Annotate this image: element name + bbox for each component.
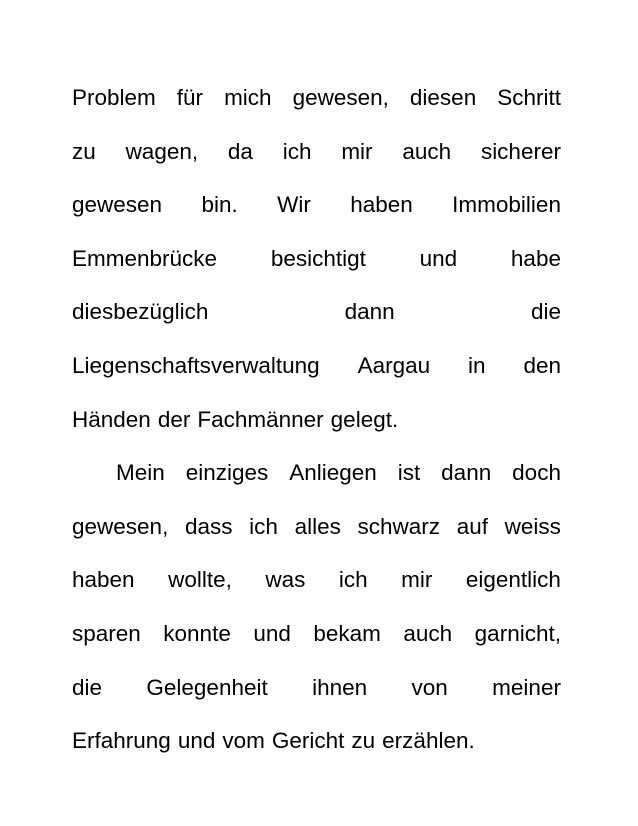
text-line xyxy=(72,721,561,775)
word: garnicht, xyxy=(474,620,561,646)
word: bekam xyxy=(313,620,381,646)
text-line xyxy=(72,400,561,454)
text-line xyxy=(72,78,561,132)
word: haben xyxy=(350,192,413,218)
word: zu xyxy=(72,138,96,164)
word: wagen, xyxy=(125,138,199,164)
word: Immobilien xyxy=(452,192,561,218)
word: schwarz xyxy=(357,513,441,539)
word: mir xyxy=(341,138,373,164)
word: für xyxy=(176,85,204,110)
word: Aargau xyxy=(357,352,431,378)
word: einziges xyxy=(185,460,269,486)
text-line xyxy=(72,346,561,400)
word: auf xyxy=(456,513,488,539)
word: Gelegenheit xyxy=(146,674,268,700)
word: bin. xyxy=(201,192,238,218)
word: und xyxy=(253,620,291,646)
word: eigentlich xyxy=(465,567,561,593)
word: was xyxy=(265,567,306,593)
word: von xyxy=(411,674,448,700)
word: vom xyxy=(222,728,265,754)
word: sparen xyxy=(72,620,141,646)
word: alles xyxy=(294,513,341,539)
word: ich xyxy=(249,513,278,539)
word: diesbezüglich xyxy=(72,299,209,325)
word: auch xyxy=(402,138,452,164)
word: sicherer xyxy=(480,138,561,164)
word: Gericht xyxy=(271,728,345,754)
word: meiner xyxy=(492,674,561,700)
word: Händen xyxy=(72,406,151,432)
text-line xyxy=(72,132,561,186)
word: der xyxy=(157,406,191,432)
word: Mein xyxy=(116,460,165,486)
word: da xyxy=(227,138,253,164)
word: die xyxy=(530,299,561,325)
word: Wir xyxy=(277,192,311,218)
word: und xyxy=(419,245,458,271)
word: in xyxy=(468,352,486,378)
word: konnte xyxy=(163,620,231,646)
word: mich xyxy=(224,85,272,110)
word: dass xyxy=(184,513,233,539)
paragraph xyxy=(72,78,561,453)
word: Schritt xyxy=(497,85,561,110)
word: ich xyxy=(338,567,368,593)
word: Liegenschaftsverwaltung xyxy=(72,352,320,378)
text-line xyxy=(72,614,561,668)
word: dann xyxy=(344,299,395,325)
word: die xyxy=(72,674,103,700)
text-line xyxy=(72,507,561,561)
word: gewesen xyxy=(72,192,163,218)
word: und xyxy=(177,728,216,754)
word: haben xyxy=(72,567,135,593)
word: habe xyxy=(510,245,561,271)
text-line xyxy=(72,560,561,614)
text-line xyxy=(72,239,561,293)
text-line xyxy=(72,668,561,722)
word: den xyxy=(523,352,561,378)
word: dann xyxy=(441,460,492,486)
word: gewesen, xyxy=(72,513,169,539)
word: mir xyxy=(401,567,433,593)
word: wollte, xyxy=(168,567,232,593)
word: besichtigt xyxy=(270,245,366,271)
body-text xyxy=(72,78,561,775)
word: ich xyxy=(282,138,312,164)
word: Problem xyxy=(72,85,156,110)
word: ist xyxy=(397,460,421,486)
word: ihnen xyxy=(312,674,368,700)
word: gewesen, xyxy=(292,85,389,110)
text-line xyxy=(72,185,561,239)
word: diesen xyxy=(409,85,477,110)
word: Erfahrung xyxy=(72,728,171,754)
text-line xyxy=(72,453,561,507)
word: doch xyxy=(512,460,561,486)
word: zu xyxy=(351,728,376,754)
word: Anliegen xyxy=(289,460,377,486)
word: Fachmänner xyxy=(197,406,324,432)
text-line xyxy=(72,292,561,346)
paragraph xyxy=(72,453,561,775)
word: Emmenbrücke xyxy=(72,245,218,271)
word: gelegt. xyxy=(330,406,399,432)
word: weiss xyxy=(504,513,561,539)
word: erzählen. xyxy=(382,728,475,754)
word: auch xyxy=(403,620,453,646)
